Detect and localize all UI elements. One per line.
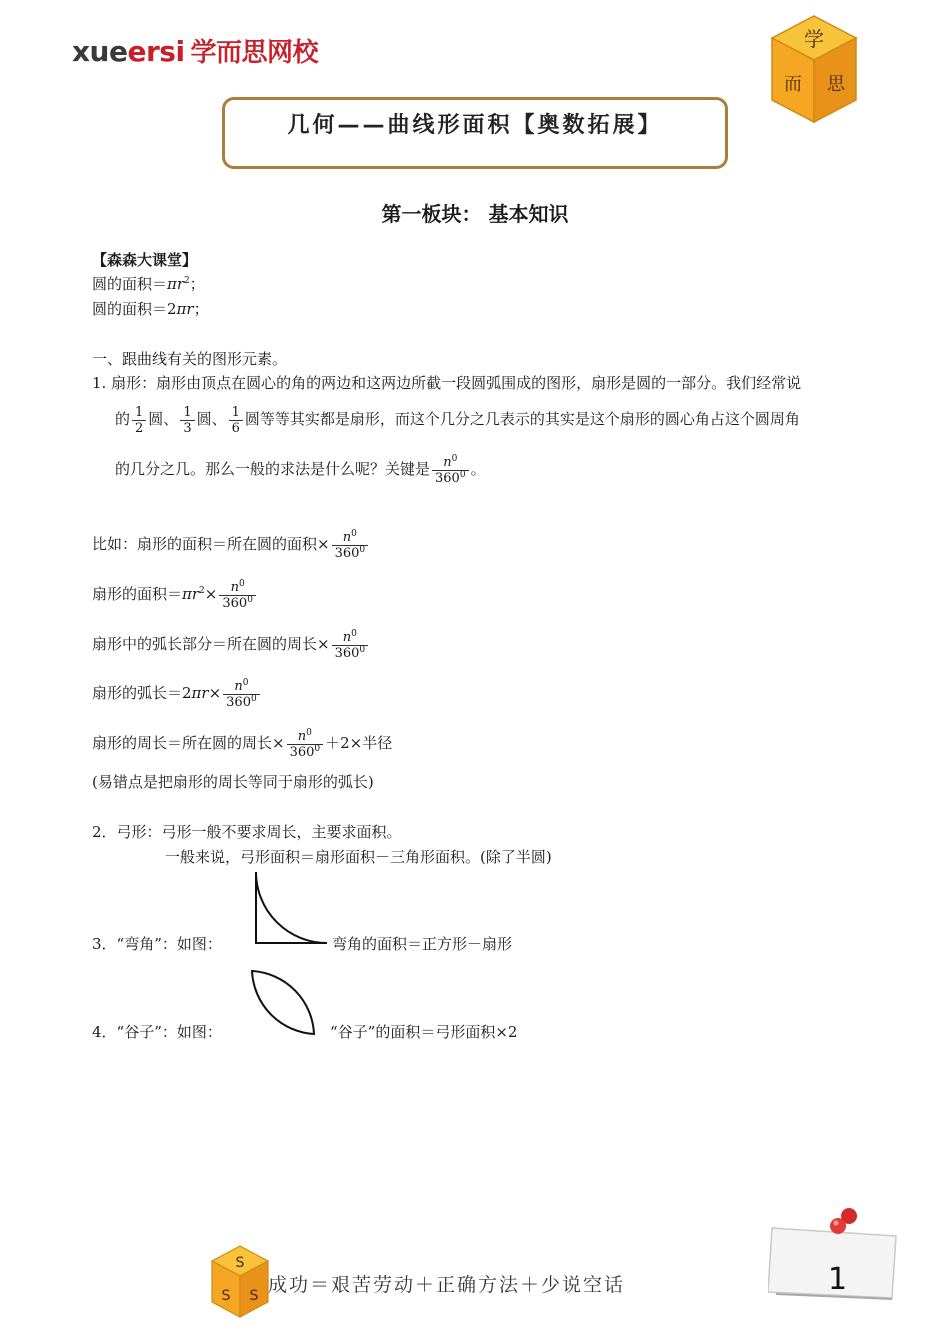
item4-desc: “谷子”的面积＝弓形面积×2: [330, 1023, 518, 1041]
brand-logo: xueersi 学而思网校: [72, 35, 319, 68]
classroom-label: 【森森大课堂】: [92, 251, 198, 269]
footer-slogan: 成功＝艰苦劳动＋正确方法＋少说空话: [268, 1274, 626, 1296]
circle-perimeter-formula: 圆的面积＝2πr；: [92, 300, 209, 318]
curved-corner-figure: [250, 868, 330, 948]
title-box: [222, 97, 728, 169]
sss-cube-logo: [210, 1244, 270, 1320]
svg-text:S: S: [249, 1288, 259, 1304]
item1-line2: 的 $\frac{1}{2}$ 圆、 $\frac{1}{3}$ 圆、 $\frac{1}{6}$ 圆等等其实都是扇形，而这个几分之几表示的其实是这个扇形的圆心角占这个圆周角: [115, 404, 800, 436]
cube-char-left: 而: [784, 74, 802, 95]
xueersi-cube-logo: [770, 14, 858, 126]
heading-curve-elements: 一、跟曲线有关的图形元素。: [92, 350, 288, 368]
formula-arc-portion: 扇形中的弧长部分＝所在圆的周长× $\frac{n^0}{360^0}$: [92, 625, 370, 663]
formula-sector-perimeter: 扇形的周长＝所在圆的周长× $\frac{n^0}{360^0}$ ＋2×半径: [92, 727, 393, 760]
fraction-third: $\frac{1}{3}$: [180, 405, 194, 436]
item2-line1: 2．弓形：弓形一般不要求周长，主要求面积。: [92, 823, 402, 841]
item1-line3: 的几分之几。那么一般的求法是什么呢？关键是 $\frac{n^0}{360^0}$ 。: [115, 453, 486, 486]
formula-arc-length: 扇形的弧长＝2πr× $\frac{n^0}{360^0}$: [92, 674, 262, 712]
formula-sector-area-1: 比如：扇形的面积＝所在圆的面积× $\frac{n^0}{360^0}$: [92, 525, 370, 563]
item3-label: 3．“弯角”：如图：: [92, 935, 222, 953]
fraction-sixth: $\frac{1}{6}$: [229, 405, 243, 436]
cube-char-top: 学: [804, 27, 824, 51]
section-title: 第一板块： 基本知识: [381, 202, 569, 226]
item1-line1: 1. 扇形：扇形由顶点在圆心的角的两边和这两边所截一段圆弧围成的图形，扇形是圆的一部分。我们经常说: [92, 374, 802, 392]
cube-char-right: 思: [827, 74, 845, 95]
page-title: 几何——曲线形面积【奥数拓展】: [287, 113, 663, 138]
common-mistake-note: (易错点是把扇形的周长等同于扇形的弧长): [92, 773, 374, 791]
svg-text:S: S: [221, 1288, 231, 1304]
grain-shape-figure: [246, 966, 320, 1040]
item2-line2: 一般来说，弓形面积＝扇形面积－三角形面积。(除了半圆): [165, 848, 552, 866]
svg-text:S: S: [235, 1255, 245, 1271]
circle-area-formula: 圆的面积$=\pi r^2$；: [92, 275, 205, 293]
page-number: 1: [828, 1262, 848, 1297]
item3-desc: 弯角的面积＝正方形－扇形: [332, 935, 513, 953]
formula-sector-area-2: 扇形的面积$=\pi r^2\times$ $\frac{n^0}{360^0}$: [92, 575, 258, 613]
fraction-half: $\frac{1}{2}$: [132, 405, 146, 436]
pushpin-icon: [822, 1204, 862, 1240]
item4-label: 4．“谷子”：如图：: [92, 1023, 222, 1041]
fraction-n-over-360: $\frac{n^0}{360^0}$: [432, 455, 469, 486]
